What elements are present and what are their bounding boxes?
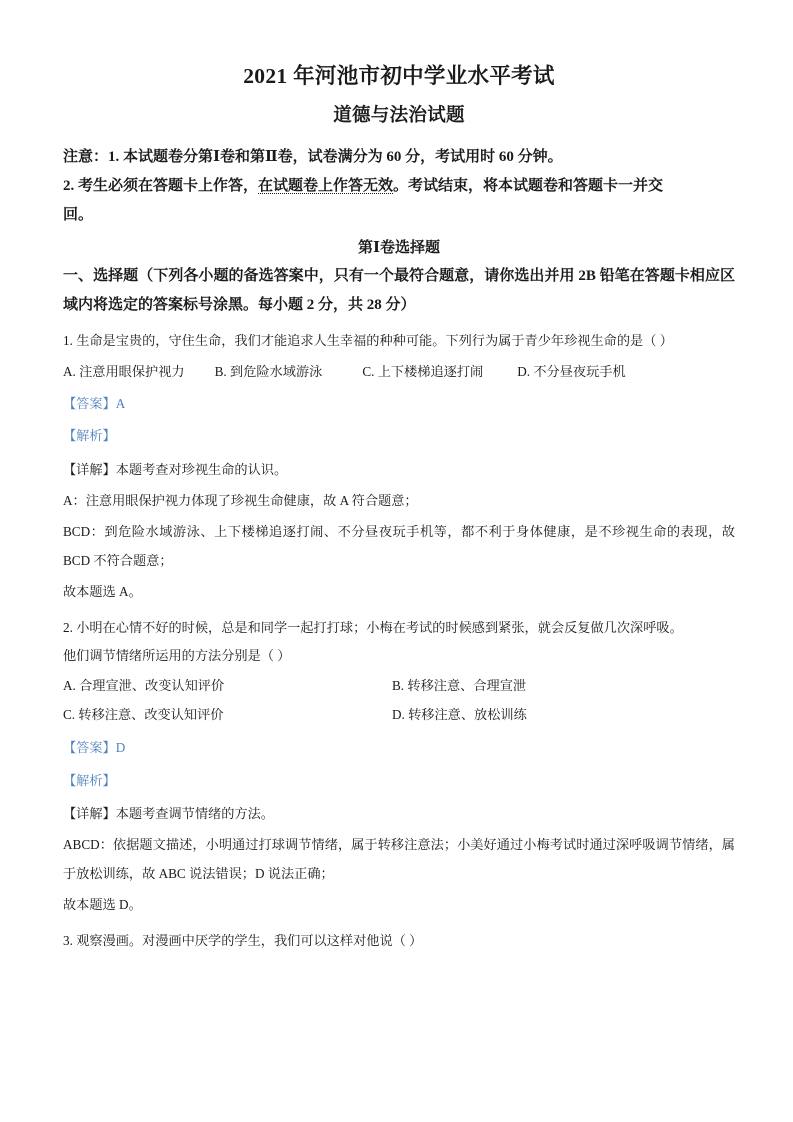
notice-line-3: 回。 [63, 207, 94, 224]
section-heading: 第Ⅰ卷选择题 [357, 239, 441, 256]
answer-label: 【答案】 [63, 395, 116, 411]
notice-line-2-part-a: 2. 考生必须在答题卡上作答， [63, 178, 259, 195]
question-1-option-a[interactable]: A. 注意用眼保护视力 [63, 363, 185, 379]
question-2-option-d[interactable]: D. 转移注意、放松训练 [392, 707, 527, 723]
question-2-analysis-label: 【解析】 [63, 772, 116, 788]
question-1-answer-value: A [115, 395, 126, 411]
question-1-detail-line-1: A：注意用眼保护视力体现了珍视生命健康，故 A 符合题意； [63, 493, 418, 509]
question-2-option-b[interactable]: B. 转移注意、合理宣泄 [392, 678, 527, 694]
question-1-stem: 1. 生命是宝贵的，守住生命，我们才能追求人生幸福的种种可能。下列行为属于青少年珍视生命的是（ ） [63, 333, 673, 349]
question-2-stem-line-2: 他们调节情绪所运用的方法分别是（ ） [63, 647, 291, 663]
question-1-detail-line-2: BCD：到危险水域游泳、上下楼梯追逐打闹、不分昼夜玩手机等，都不利于身体健康，是不珍视生命的表现，故 BCD 不符合题意； [63, 524, 735, 568]
question-3-stem: 3. 观察漫画。对漫画中厌学的学生，我们可以这样对他说（ ） [63, 932, 423, 948]
question-1-detail-intro [63, 451, 735, 484]
question-2-detail-intro [63, 795, 735, 828]
question-2-options-row-1 [63, 672, 735, 701]
question-1-detail-intro-text: 本题考查对珍视生命的认识。 [115, 461, 288, 477]
detail-label: 【详解】 [63, 806, 116, 822]
answer-label: 【答案】 [63, 740, 116, 756]
section-intro: 一、选择题（下列各小题的备选答案中，只有一个最符合题意，请你选出并用 2B 铅笔在答题卡相应区域内将选定的答案标号涂黑。每小题 2 分，共 28 分） [63, 267, 735, 313]
question-1-option-b[interactable]: B. 到危险水域游泳 [214, 363, 323, 379]
notice-line-1: 注意：1. 本试题卷分第Ⅰ卷和第Ⅱ卷，试卷满分为 60 分，考试用时 60 分钟。 [63, 148, 563, 165]
exam-notice [63, 129, 735, 231]
question-1-analysis-label: 【解析】 [63, 428, 116, 444]
notice-line-2-emphasis: 在试题卷上作答无效 [258, 178, 394, 195]
detail-label: 【详解】 [63, 461, 116, 477]
question-1-option-c[interactable]: C. 上下楼梯追逐打闹 [362, 363, 484, 379]
page-subtitle: 道德与法治试题 [333, 106, 465, 127]
question-2-option-c[interactable]: C. 转移注意、改变认知评价 [63, 707, 224, 723]
question-1-answer [63, 386, 735, 418]
question-2-answer [63, 730, 735, 762]
notice-line-2-part-b: 。考试结束，将本试题卷和答题卡一并交 [393, 178, 664, 195]
question-2-answer-value: D [115, 740, 126, 756]
page-title: 2021 年河池市初中学业水平考试 [243, 64, 555, 88]
document-content [63, 0, 735, 955]
question-2-options-row-2 [63, 701, 735, 730]
question-2-option-a[interactable]: A. 合理宣泄、改变认知评价 [63, 678, 225, 694]
question-1-option-d[interactable]: D. 不分昼夜玩手机 [517, 363, 626, 379]
question-1-detail-line-3: 故本题选 A。 [63, 584, 142, 600]
question-2-detail-line-2: 故本题选 D。 [63, 897, 142, 913]
notice-line-2 [63, 172, 735, 201]
question-2-detail-line-1: ABCD：依据题文描述，小明通过打球调节情绪，属于转移注意法；小美好通过小梅考试时通过深呼吸调节情绪，属于放松训练，故 ABC 说法错误；D 说法正确； [63, 837, 735, 881]
question-2-stem-line-1: 2. 小明在心情不好的时候，总是和同学一起打打球；小梅在考试的时候感到紧张，就会反复做几次深呼吸。 [63, 619, 683, 635]
question-1-options [63, 356, 735, 386]
question-2-detail-intro-text: 本题考查调节情绪的方法。 [115, 806, 274, 822]
question-2-options [63, 670, 735, 730]
